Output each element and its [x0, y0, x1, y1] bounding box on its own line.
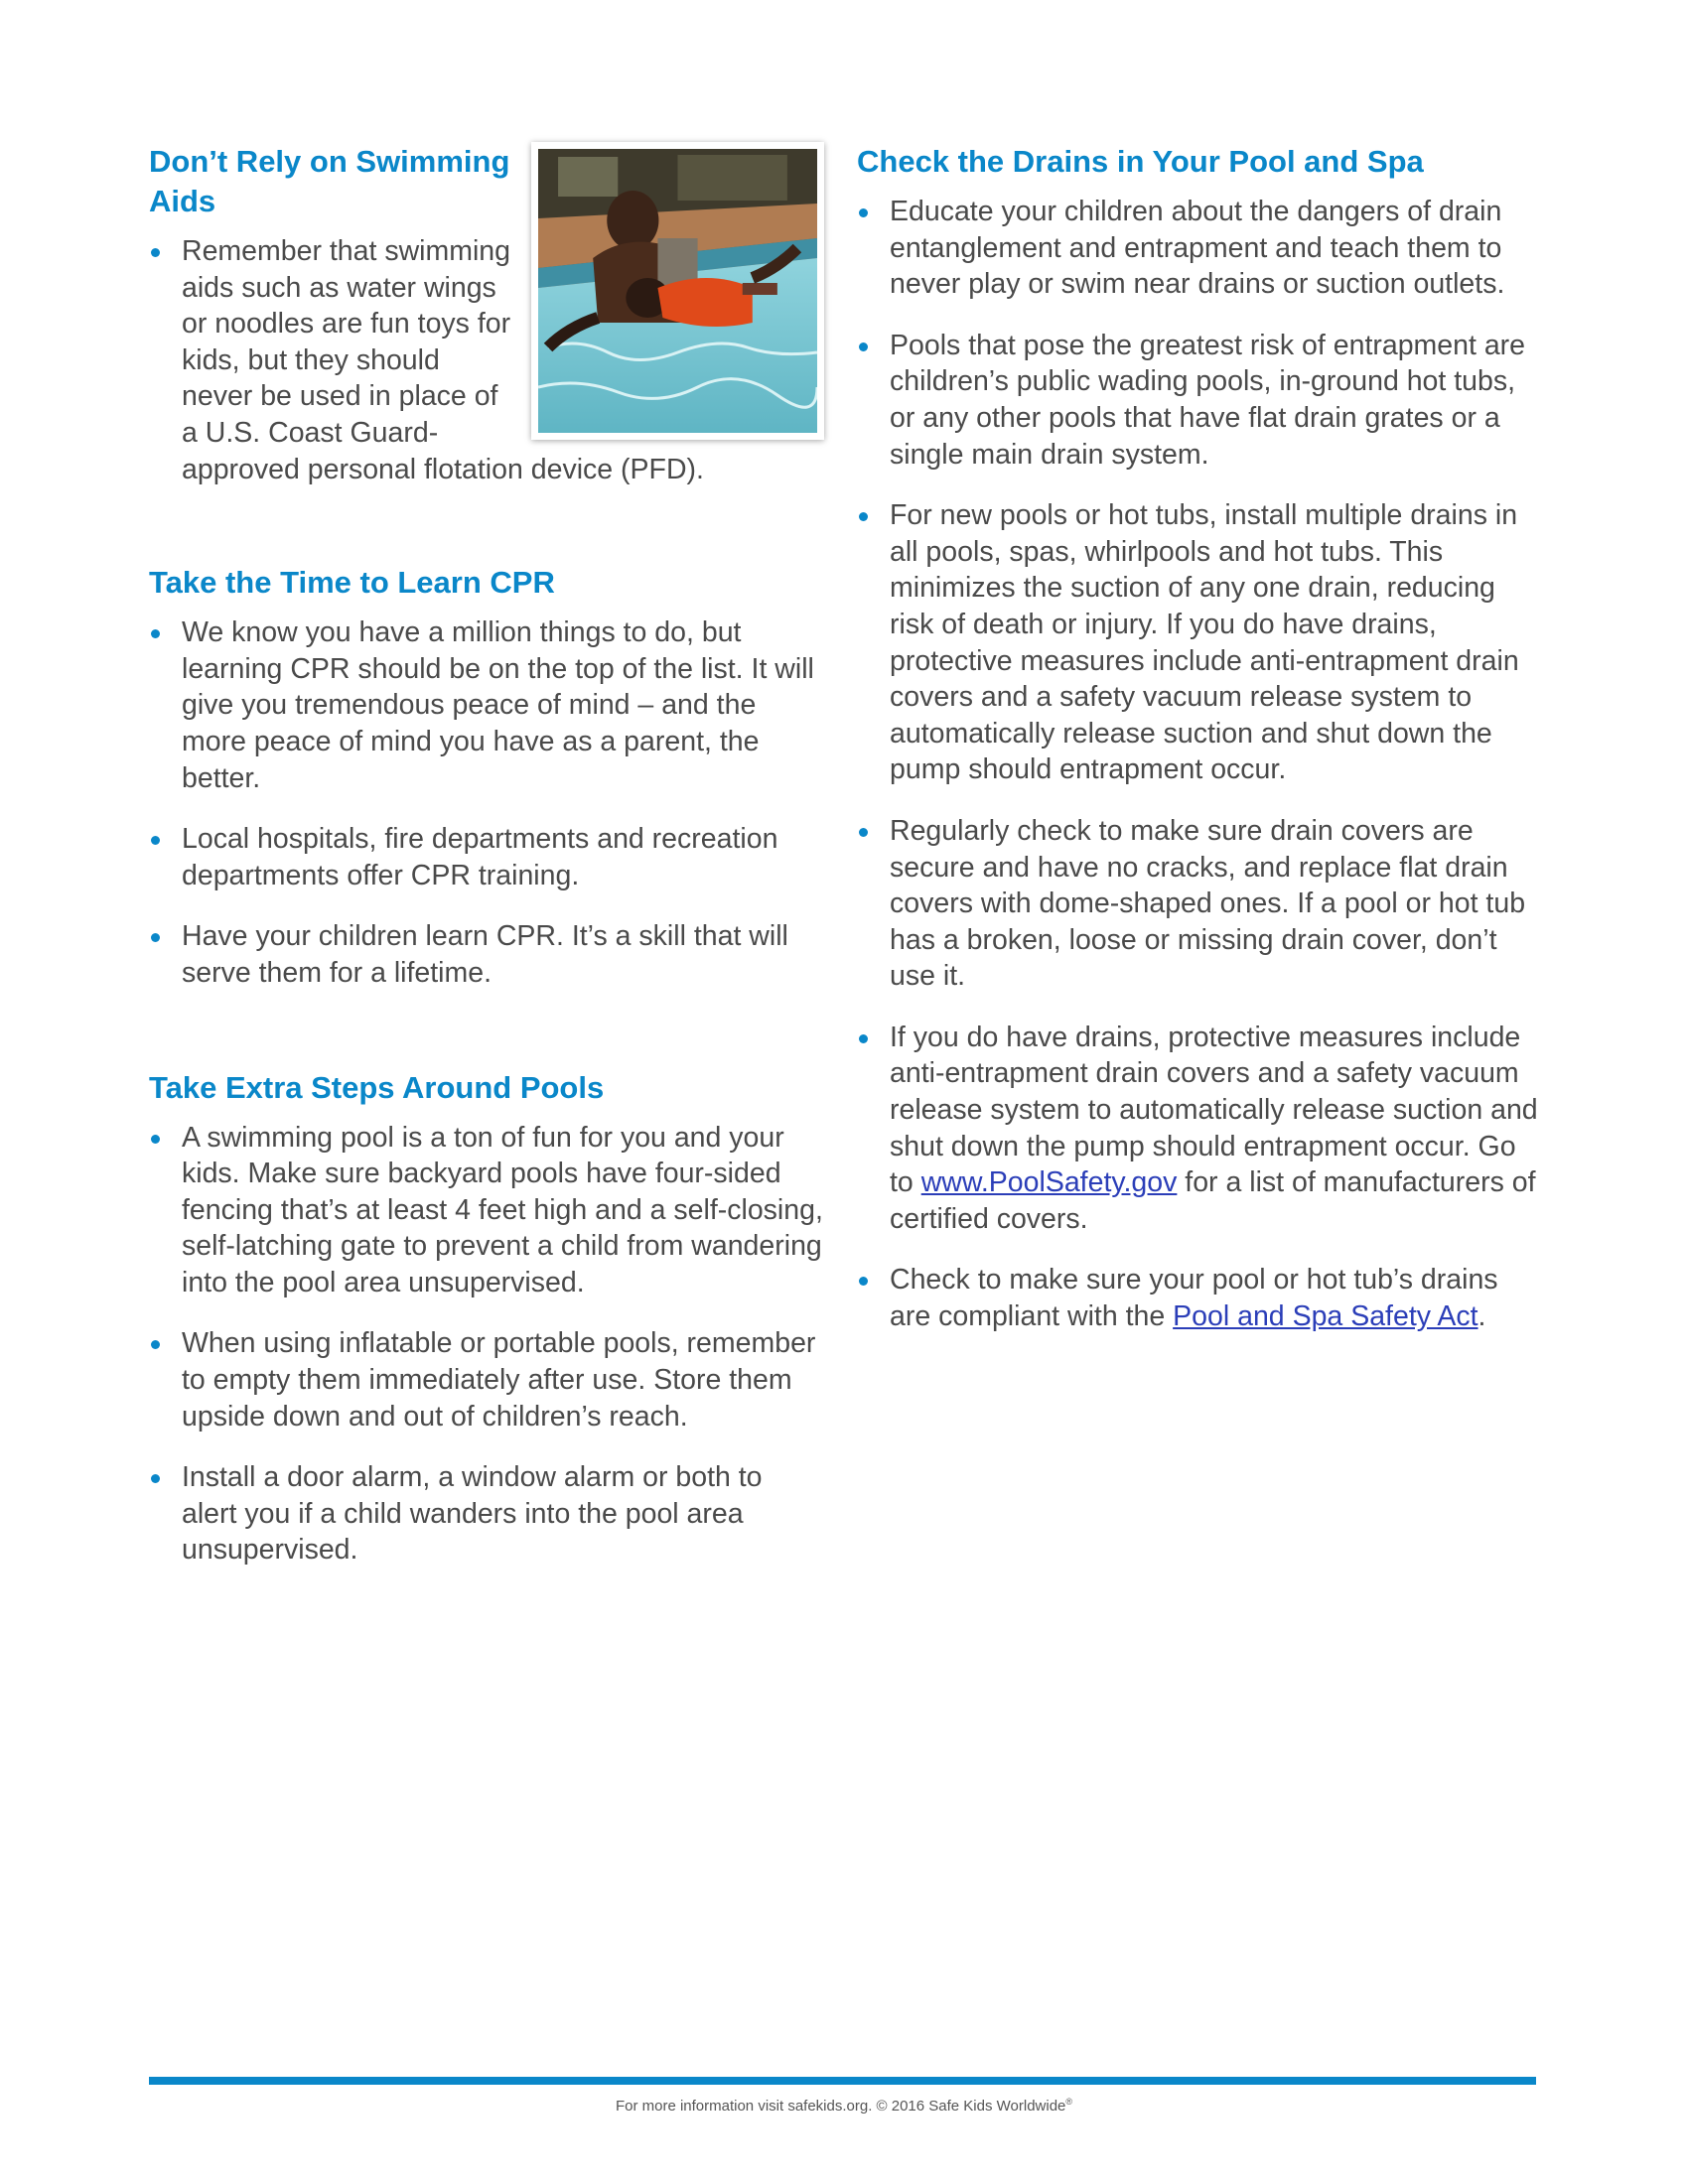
list-item: Have your children learn CPR. It’s a skill that will serve them for a lifetime. — [149, 918, 824, 991]
pool-spa-safety-act-link[interactable]: Pool and Spa Safety Act — [1173, 1300, 1478, 1333]
list-item: Install a door alarm, a window alarm or both to alert you if a child wanders into the pool area unsupervised. — [149, 1459, 824, 1569]
list-item: When using inflatable or portable pools, remember to empty them immediately after use. Store them upside down and out of children’s reach. — [149, 1325, 824, 1434]
list-item-text: Check to make sure your pool or hot tub’s drains are compliant with the — [890, 1264, 1498, 1333]
section-check-drains — [857, 142, 1542, 1335]
list-item: Regularly check to make sure drain covers are secure and have no cracks, and replace flat drain covers with dome-shaped ones. If a pool or hot tub has a broken, loose or missing drain cover, don’t use it. — [857, 813, 1542, 995]
registered-mark: ® — [1065, 2097, 1073, 2107]
list-item: Remember that swimming aids such as water wings or noodles are fun toys for kids, but they should never be used in place of a U.S. Coast Guard-approved personal flotation device (PFD). — [149, 233, 824, 487]
list-item: Pools that pose the greatest risk of entrapment are children’s public wading pools, in-ground hot tubs, or any other pools that have flat drain grates or a single main drain system. — [857, 328, 1542, 473]
list-item-text: for a list of manufacturers of certified covers. — [890, 1166, 1536, 1235]
footer — [0, 2097, 1688, 2115]
extra-steps-list — [149, 1120, 824, 1570]
right-column — [857, 0, 1542, 1335]
list-item-text: . — [1477, 1300, 1486, 1333]
list-item: We know you have a million things to do, but learning CPR should be on the top of the list. It will give you tremendous peace of mind – and the more peace of mind you have as a parent, the better. — [149, 614, 824, 796]
section-heading-swimming-aids: Don’t Rely on Swimming Aids — [149, 144, 510, 218]
swimming-aids-list — [149, 233, 824, 487]
list-item: A swimming pool is a ton of fun for you and your kids. Make sure backyard pools have four-sided fencing that’s at least 4 feet high and a self-closing, self-latching gate to prevent a child from wandering into the pool area unsupervised. — [149, 1120, 824, 1301]
poolsafety-link[interactable]: www.PoolSafety.gov — [920, 1166, 1178, 1199]
list-item: Local hospitals, fire departments and recreation departments offer CPR training. — [149, 821, 824, 893]
list-item — [857, 1020, 1542, 1238]
section-heading-extra-steps: Take Extra Steps Around Pools — [149, 1069, 605, 1105]
footer-divider — [149, 2077, 1536, 2085]
section-heading-learn-cpr: Take the Time to Learn CPR — [149, 565, 555, 601]
left-column — [149, 0, 824, 1569]
section-swimming-aids — [149, 142, 824, 487]
footer-text: For more information visit safekids.org. © 2016 Safe Kids Worldwide — [615, 2098, 1066, 2115]
section-learn-cpr — [149, 563, 824, 991]
list-item — [857, 1262, 1542, 1334]
section-heading-check-drains: Check the Drains in Your Pool and Spa — [857, 144, 1424, 179]
learn-cpr-list — [149, 614, 824, 991]
list-item: Educate your children about the dangers of drain entanglement and entrapment and teach them to never play or swim near drains or suction outlets. — [857, 194, 1542, 303]
list-item: For new pools or hot tubs, install multiple drains in all pools, spas, whirlpools and hot tubs. This minimizes the suction of any one drain, reducing risk of death or injury. If you do have drains, protective measures include anti-entrapment drain covers and a safety vacuum release system to automatically release suction and shut down the pump should entrapment occur. — [857, 497, 1542, 788]
check-drains-list — [857, 194, 1542, 1335]
section-extra-steps — [149, 1068, 824, 1570]
list-item-text: If you do have drains, protective measures include anti-entrapment drain covers and a safety vacuum release system to automatically release suction and shut down the pump should entrapment occur. Go to — [890, 1021, 1538, 1199]
